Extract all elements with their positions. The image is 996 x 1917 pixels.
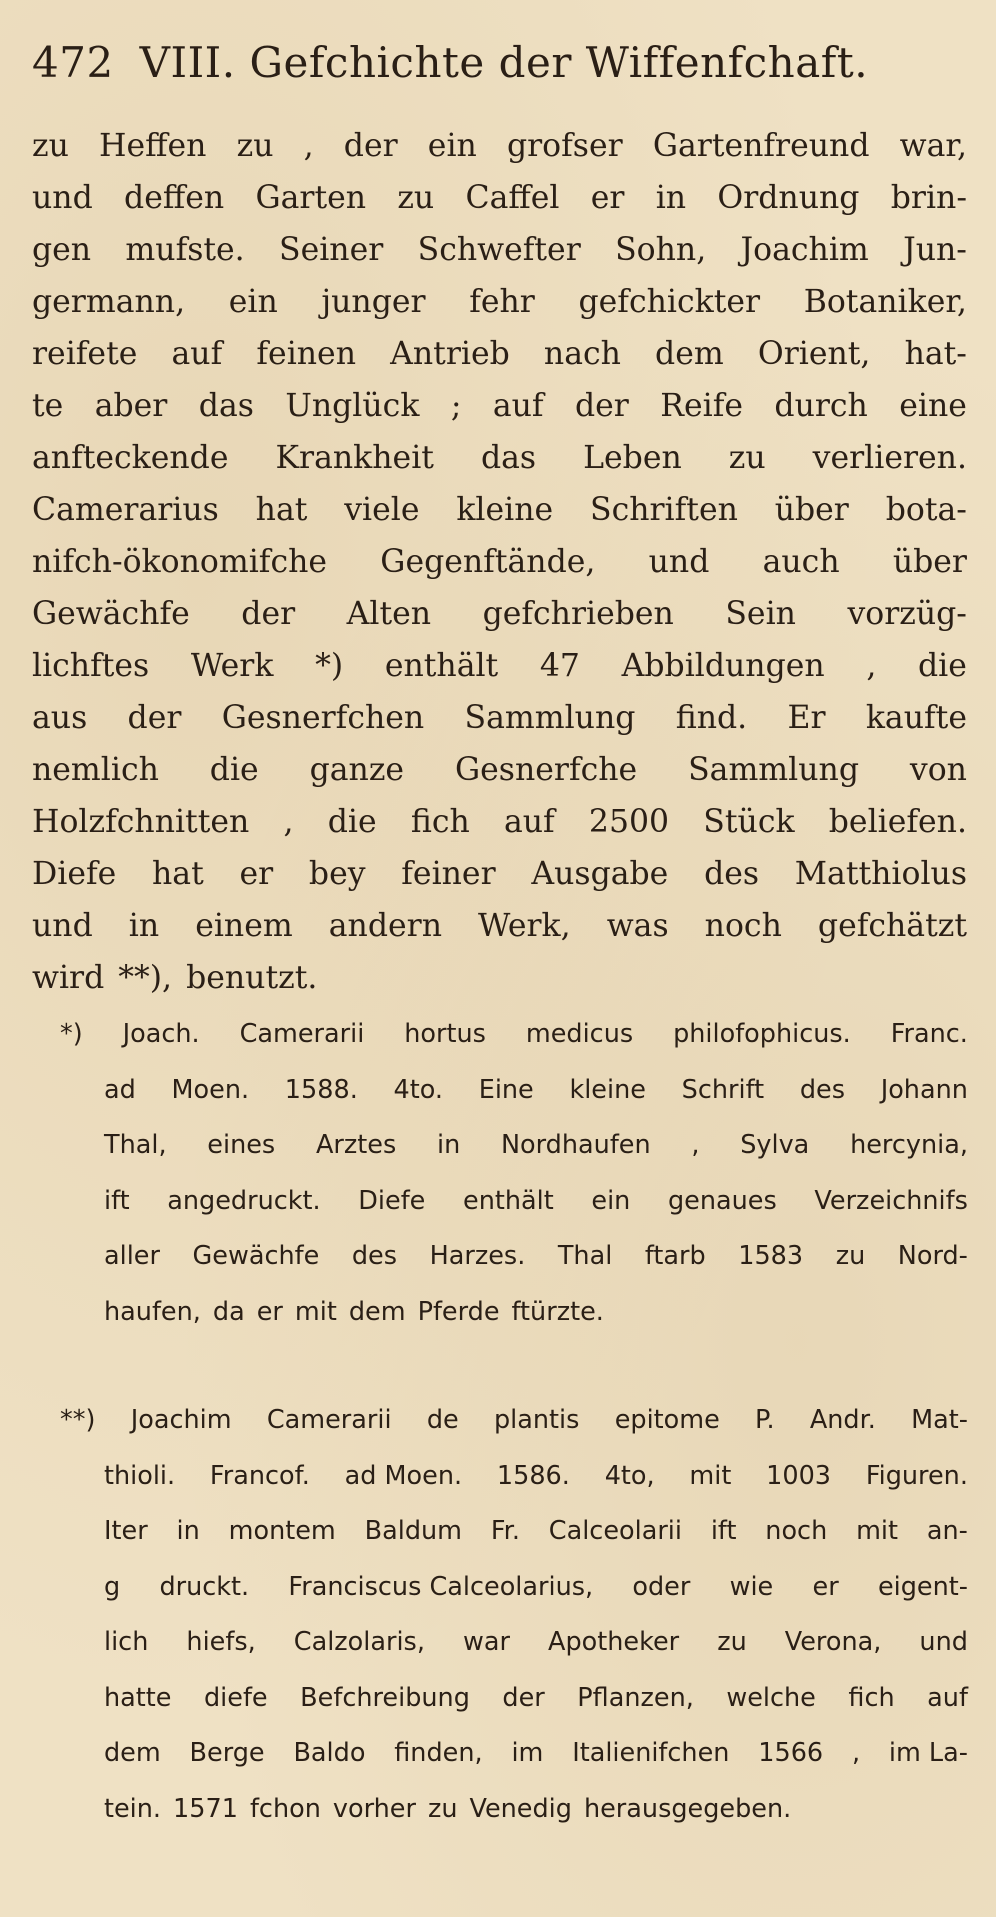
word: Abbildungen [621, 648, 825, 684]
footnote-line [60, 1560, 968, 1616]
running-title: VIII. Gefchichte der Wiffenfchaft. [139, 38, 869, 87]
word: ift [104, 1185, 130, 1216]
word: *) [60, 1019, 83, 1049]
word: über [892, 544, 967, 580]
word: oder [632, 1571, 691, 1602]
word: Gartenfreund [652, 128, 870, 164]
text-line [32, 536, 967, 588]
word: 4to, [604, 1460, 655, 1491]
footnote-1 [60, 1007, 968, 1340]
text-line [32, 328, 967, 380]
word: Stück [703, 804, 795, 840]
word: Venedig [469, 1793, 572, 1824]
word: viele [344, 492, 420, 528]
text-line [32, 796, 967, 848]
word: auf [492, 388, 544, 424]
page-number: 472 [32, 38, 114, 87]
footnote-line [60, 1671, 968, 1727]
word: druckt. [159, 1571, 250, 1602]
word: brin- [890, 180, 967, 216]
word: Alten [346, 596, 432, 632]
text-line [32, 484, 967, 536]
word: zu [717, 1627, 747, 1657]
word: Schwefter [417, 232, 581, 268]
footnote-line [60, 1007, 968, 1063]
word: hercynia, [850, 1130, 968, 1160]
text-line [32, 692, 967, 744]
word: benutzt. [186, 960, 318, 996]
word: Camerarii [266, 1405, 392, 1435]
footnote-2 [60, 1393, 968, 1837]
word: Diefe [32, 856, 117, 892]
word: germann, [32, 284, 186, 320]
word: auf [171, 336, 223, 372]
word: Verona, [784, 1627, 882, 1657]
word: die [209, 752, 259, 788]
word: hortus [404, 1019, 486, 1049]
word: genaues [667, 1185, 777, 1216]
word: Werk, [478, 908, 571, 944]
word: , [283, 804, 294, 840]
text-line [32, 744, 967, 796]
footnote-line [60, 1229, 968, 1285]
word: Orient, [757, 336, 871, 372]
word: andern [328, 908, 442, 944]
word: find. [675, 700, 748, 736]
footnote-line [60, 1615, 968, 1671]
word: des [799, 1074, 845, 1105]
word: noch [704, 908, 782, 944]
word: Heffen [99, 128, 207, 164]
word: aller [104, 1241, 160, 1271]
word: Franciscus Calceolarius, [288, 1571, 594, 1602]
word: enthält [384, 648, 499, 684]
word: ein [427, 128, 477, 164]
word: an- [926, 1516, 968, 1546]
word: Gewächfe [32, 596, 190, 632]
word: ad [104, 1074, 136, 1105]
word: gefchätzt [817, 908, 967, 944]
word: **), [118, 960, 173, 996]
word: Iter [104, 1516, 148, 1546]
word: aber [94, 388, 168, 424]
word: dem [655, 336, 724, 372]
word: P. [755, 1405, 775, 1435]
word: Sein [725, 596, 796, 632]
word: 4to. [393, 1074, 443, 1105]
word: Thal, [104, 1130, 167, 1160]
word: über [774, 492, 849, 528]
word: de [426, 1405, 459, 1435]
text-line [32, 432, 967, 484]
word: hat [255, 492, 308, 528]
word: , [691, 1130, 700, 1160]
word: te [32, 388, 64, 424]
word: ftürzte. [511, 1296, 604, 1327]
word: Nordhaufen [500, 1130, 651, 1160]
word: Joachim [130, 1405, 232, 1435]
word: verlieren. [812, 440, 967, 476]
word: g [104, 1571, 121, 1602]
word: im La- [888, 1738, 968, 1768]
word: Mat- [911, 1405, 968, 1435]
word: fchon [249, 1793, 321, 1824]
word: war [463, 1627, 510, 1657]
word: 1586. [496, 1460, 570, 1491]
text-line [32, 588, 967, 640]
word: hiefs, [186, 1627, 256, 1657]
word: Arztes [315, 1130, 397, 1160]
word: 1583 [738, 1241, 804, 1271]
main-text [32, 120, 967, 1004]
text-line [32, 848, 967, 900]
footnote-line [60, 1726, 968, 1782]
word: auf [503, 804, 555, 840]
word: Francof. [209, 1460, 310, 1491]
word: Apotheker [548, 1627, 680, 1657]
word: der [343, 128, 398, 164]
word: Sammlung [688, 752, 859, 788]
word: dem [104, 1738, 161, 1768]
word: 1588. [284, 1074, 358, 1105]
footnote-line [60, 1504, 968, 1560]
word: hatte [104, 1682, 172, 1713]
text-line [32, 172, 967, 224]
word: fich [848, 1682, 895, 1713]
word: Camerarii [239, 1019, 365, 1049]
word: Reife [660, 388, 743, 424]
word: bota- [885, 492, 967, 528]
word: die [327, 804, 377, 840]
word: in [176, 1516, 200, 1546]
word: wird [32, 960, 105, 996]
word: vorher [332, 1793, 416, 1824]
word: und [648, 544, 710, 580]
word: ift [710, 1516, 737, 1546]
word: Baldo [293, 1738, 366, 1768]
word: haufen, [104, 1296, 201, 1327]
word: 1566 [758, 1738, 824, 1768]
word: einem [195, 908, 293, 944]
text-line [32, 900, 967, 952]
word: Pferde [417, 1296, 500, 1327]
word: zu [728, 440, 766, 476]
word: lichftes [32, 648, 150, 684]
word: Holzfchnitten [32, 804, 250, 840]
word: und [32, 180, 93, 216]
word: mit [294, 1296, 337, 1327]
word: zu [427, 1793, 458, 1824]
word: das [198, 388, 254, 424]
word: zu [397, 180, 435, 216]
word: zu [835, 1241, 866, 1271]
word: er [590, 180, 625, 216]
word: 1571 [173, 1793, 238, 1824]
word: in [655, 180, 687, 216]
word: Joachim [740, 232, 869, 268]
footnote-line [60, 1063, 968, 1119]
word: Sylva [740, 1130, 810, 1160]
word: Figuren. [865, 1460, 968, 1491]
word: das [480, 440, 537, 476]
word: Schriften [589, 492, 738, 528]
word: im [511, 1738, 544, 1768]
word: Ordnung [717, 180, 860, 216]
word: Gewächfe [192, 1241, 320, 1271]
word: finden, [394, 1738, 483, 1768]
word: Werk [190, 648, 274, 684]
word: Eine [478, 1074, 534, 1105]
word: welche [726, 1682, 816, 1713]
text-line [32, 120, 967, 172]
word: er [812, 1571, 839, 1602]
word: der [574, 388, 629, 424]
word: 1003 [766, 1460, 832, 1491]
word: mit [689, 1460, 732, 1491]
word: Nord- [897, 1241, 968, 1271]
word: kleine [456, 492, 554, 528]
word: Leben [583, 440, 682, 476]
word: des [704, 856, 760, 892]
word: Pflanzen, [577, 1682, 694, 1713]
word: mufste. [125, 232, 245, 268]
footnote-line [60, 1174, 968, 1230]
word: Gesnerfchen [221, 700, 425, 736]
word: der [241, 596, 296, 632]
word: Antrieb [390, 336, 510, 372]
word: ganze [309, 752, 405, 788]
word: deffen [124, 180, 225, 216]
word: fehr [469, 284, 535, 320]
word: ftarb [644, 1241, 706, 1271]
word: , [866, 648, 877, 684]
word: ein [228, 284, 278, 320]
word: beliefen. [828, 804, 967, 840]
word: mit [856, 1516, 899, 1546]
word: Fr. [490, 1516, 520, 1546]
running-header [32, 38, 972, 87]
word: montem [228, 1516, 336, 1546]
word: Andr. [809, 1405, 876, 1435]
word: thioli. [104, 1460, 176, 1491]
word: epitome [614, 1405, 720, 1435]
word: er [239, 856, 274, 892]
word: Franc. [890, 1019, 968, 1049]
word: gen [32, 232, 92, 268]
word: Baldum [364, 1516, 463, 1546]
text-line [32, 276, 967, 328]
word: auf [927, 1682, 968, 1713]
word: Ausgabe [531, 856, 669, 892]
word: wie [729, 1571, 774, 1602]
word: Botaniker, [803, 284, 967, 320]
word: Er [787, 700, 826, 736]
word: durch [774, 388, 868, 424]
word: Gegenftände, [380, 544, 596, 580]
word: ein [591, 1185, 631, 1216]
word: und [919, 1627, 968, 1657]
word: philofophicus. [673, 1019, 851, 1049]
word: Gesnerfche [454, 752, 638, 788]
word: fich [410, 804, 470, 840]
word: Jun- [903, 232, 967, 268]
word: Seiner [279, 232, 384, 268]
word: feinen [256, 336, 356, 372]
word: Calzolaris, [293, 1627, 425, 1657]
footnote-line [60, 1118, 968, 1174]
word: Caffel [465, 180, 560, 216]
word: gefchrieben [482, 596, 674, 632]
word: Sammlung [464, 700, 636, 736]
word: kleine [569, 1074, 646, 1105]
word: junger [321, 284, 426, 320]
word: Schrift [681, 1074, 765, 1105]
word: Verzeichnifs [814, 1185, 968, 1216]
text-line [32, 640, 967, 692]
word: 47 [539, 648, 580, 684]
word: der [127, 700, 182, 736]
word: lich [104, 1627, 149, 1657]
word: Matthiolus [794, 856, 967, 892]
word: grofser [506, 128, 623, 164]
footnote-line [60, 1285, 968, 1341]
word: tein. [104, 1793, 162, 1824]
word: nifch-ökonomifche [32, 544, 328, 580]
word: er [256, 1296, 283, 1327]
word: Unglück [285, 388, 420, 424]
text-line [32, 224, 967, 276]
word: enthält [463, 1185, 554, 1216]
word: hat- [904, 336, 967, 372]
word: was [606, 908, 669, 944]
text-line [32, 952, 967, 1004]
word: Johann [880, 1074, 968, 1105]
word: ad Moen. [344, 1460, 463, 1491]
footnote-line [60, 1782, 968, 1838]
word: in [128, 908, 160, 944]
footnote-line [60, 1393, 968, 1449]
word: nach [543, 336, 621, 372]
word: eigent- [877, 1571, 968, 1602]
word: zu [236, 128, 274, 164]
word: bey [308, 856, 366, 892]
word: , [303, 128, 314, 164]
word: *) [315, 648, 344, 684]
word: hat [152, 856, 204, 892]
word: Harzes. [429, 1241, 526, 1271]
word: Camerarius [32, 492, 219, 528]
word: der [502, 1682, 545, 1713]
word: Calceolarii [548, 1516, 682, 1546]
word: eine [899, 388, 967, 424]
word: feiner [401, 856, 496, 892]
word: des [351, 1241, 398, 1271]
word: Moen. [171, 1074, 250, 1105]
word: Garten [255, 180, 367, 216]
word: eines [207, 1130, 276, 1160]
word: reifete [32, 336, 138, 372]
word: vorzüg- [847, 596, 967, 632]
word: in [436, 1130, 461, 1160]
word: da [212, 1296, 245, 1327]
word: 2500 [588, 804, 670, 840]
word: **) [60, 1405, 96, 1435]
word: Befchreibung [300, 1682, 470, 1713]
word: Berge [189, 1738, 265, 1768]
word: ; [450, 388, 462, 424]
word: dem [348, 1296, 406, 1327]
word: Thal [557, 1241, 613, 1271]
word: Diefe [358, 1185, 426, 1216]
word: noch [765, 1516, 828, 1546]
word: Italienifchen [572, 1738, 730, 1768]
word: medicus [525, 1019, 634, 1049]
word: , [851, 1738, 861, 1768]
word: nemlich [32, 752, 159, 788]
word: zu [32, 128, 69, 164]
word: gefchickter [578, 284, 761, 320]
word: Joach. [122, 1019, 200, 1049]
word: die [918, 648, 967, 684]
word: kaufte [865, 700, 967, 736]
word: diefe [204, 1682, 268, 1713]
word: Sohn, [615, 232, 707, 268]
word: und [32, 908, 93, 944]
word: herausgegeben. [583, 1793, 792, 1824]
text-line [32, 380, 967, 432]
word: war, [899, 128, 967, 164]
word: angedruckt. [167, 1185, 321, 1216]
word: anfteckende [32, 440, 229, 476]
word: plantis [493, 1405, 580, 1435]
word: auch [762, 544, 840, 580]
footnote-line [60, 1449, 968, 1505]
word: Krankheit [275, 440, 434, 476]
word: aus [32, 700, 88, 736]
word: von [909, 752, 967, 788]
